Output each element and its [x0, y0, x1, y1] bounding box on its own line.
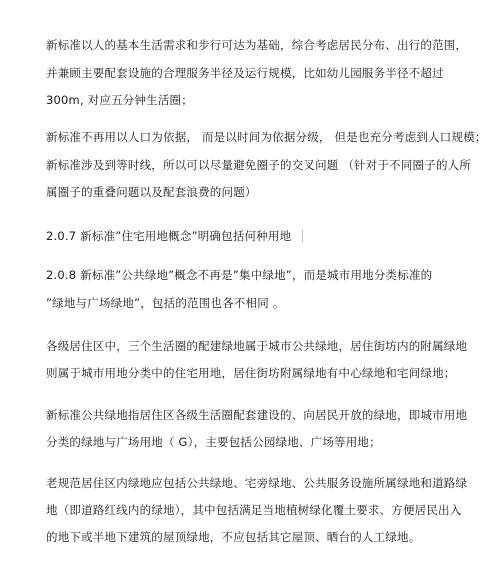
- section-2-0-7-heading: 2.0.7 新标准”住宅用地概念”明确包括何种用地: [46, 229, 292, 243]
- paragraph-5-line-3: 的地下或半地下建筑的屋顶绿地，不应包括其它屋顶、晒台的人工绿地。: [46, 530, 421, 544]
- section-2-0-8-line-1: 2.0.8 新标准”公共绿地”概念不再是”集中绿地”，而是城市用地分类标准的: [46, 268, 433, 282]
- paragraph-2-line-1: 新标准不再用以人口为依据， 而是以时间为依据分级， 但是也充分考虑到人口规模；: [46, 130, 487, 144]
- paragraph-4-line-2: 分类的绿地与广场用地（ G），主要包括公园绿地、广场等用地；: [46, 435, 381, 449]
- paragraph-1-line-2: 并兼顾主要配套设施的合理服务半径及运行规模，比如幼儿园服务半径不超过: [46, 66, 444, 80]
- paragraph-3-line-1: 各级居住区中，三个生活圈的配建绿地属于城市公共绿地，居住街坊内的附属绿地: [46, 339, 468, 353]
- paragraph-4-line-1: 新标准公共绿地指居住区各级生活圈配套建设的、向居民开放的绿地，即城市用地: [46, 408, 468, 422]
- paragraph-2-line-3: 属圈子的重叠问题以及配套浪费的问题）: [46, 185, 257, 199]
- paragraph-2-line-2: 新标准涉及到等时线，所以可以尽量避免圈子的交叉问题 （针对于不同圈子的人所: [46, 158, 472, 172]
- paragraph-5-line-1: 老规范居住区内绿地应包括公共绿地、宅旁绿地、公共服务设施所属绿地和道路绿: [46, 476, 468, 490]
- paragraph-1-line-1: 新标准以人的基本生活需求和步行可达为基础，综合考虑居民分布、出行的范围，: [46, 38, 468, 52]
- section-2-0-8-line-2: ”绿地与广场绿地”，包括的范围也各不相同 。: [46, 296, 285, 310]
- paragraph-5-line-2: 地（即道路红线内的绿地），其中包括满足当地植树绿化覆土要求、方便居民出入: [46, 503, 462, 517]
- paragraph-1-line-3: 300m, 对应五分钟生活圈；: [46, 93, 193, 107]
- margin-mark: [302, 229, 303, 243]
- paragraph-3-line-2: 则属于城市用地分类中的住宅用地，居住街坊附属绿地有中心绿地和宅间绿地；: [46, 366, 456, 380]
